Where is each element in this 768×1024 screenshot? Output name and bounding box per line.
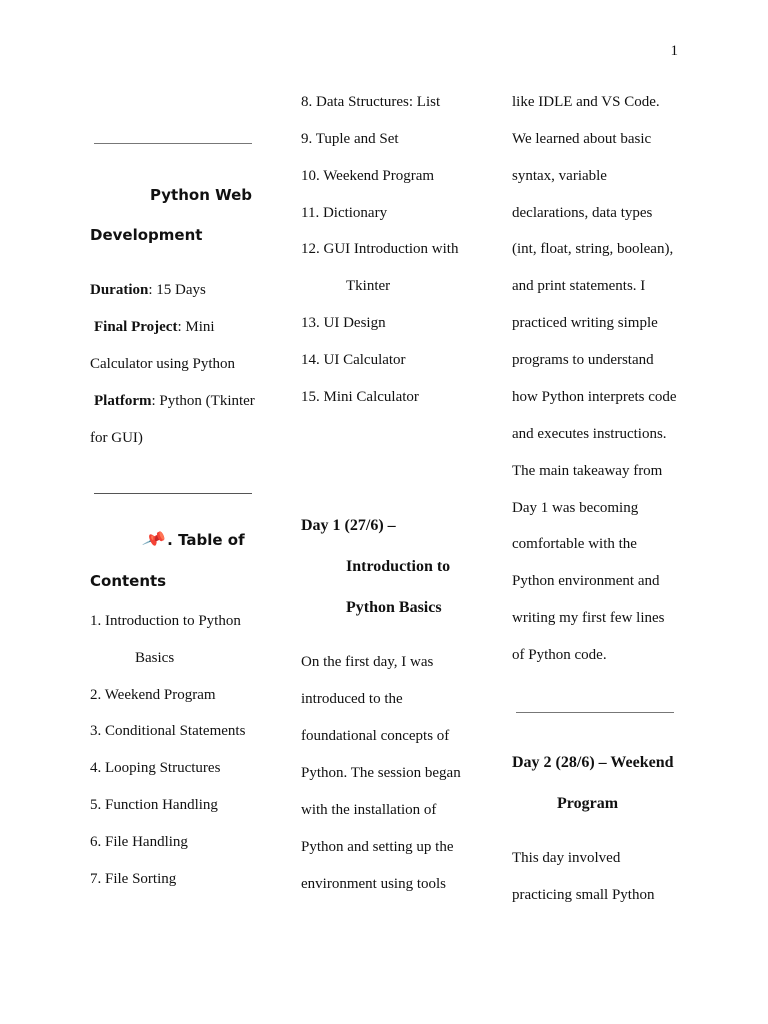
day1-heading-line-2: Introduction to [346, 558, 451, 575]
final-project-label: Final Project [94, 319, 178, 335]
day1-body-line: Day 1 was becoming [512, 500, 639, 516]
toc-item: 2. Weekend Program [90, 687, 216, 703]
toc-item: 15. Mini Calculator [301, 389, 419, 405]
final-project-value: : Mini [177, 319, 215, 335]
day1-heading-line-3: Python Basics [346, 599, 442, 616]
duration-value: : 15 Days [148, 282, 206, 298]
platform-label: Platform [94, 393, 152, 409]
day1-body-line: introduced to the [301, 691, 403, 707]
day1-body-line: of Python code. [512, 647, 607, 663]
toc-item: 14. UI Calculator [301, 352, 406, 368]
day1-body-line: and executes instructions. [512, 426, 667, 442]
toc-heading-line-2: Contents [90, 572, 167, 590]
toc-heading-text: . Table of [167, 531, 245, 549]
toc-item: 11. Dictionary [301, 205, 388, 221]
toc-item: 5. Function Handling [90, 797, 218, 813]
toc-item: 8. Data Structures: List [301, 94, 441, 110]
final-project-line [94, 317, 215, 337]
day1-body-line: We learned about basic [512, 131, 652, 147]
duration-label: Duration [90, 282, 149, 298]
toc-item: Tkinter [346, 278, 391, 294]
day1-body-line: Python environment and [512, 573, 660, 589]
doc-title-line-1: Python Web [150, 186, 253, 204]
toc-item: 1. Introduction to Python [90, 613, 241, 629]
toc-item: 9. Tuple and Set [301, 131, 399, 147]
toc-item: 10. Weekend Program [301, 168, 435, 184]
day1-body-line: and print statements. I [512, 278, 646, 294]
divider [94, 143, 252, 144]
toc-item: 4. Looping Structures [90, 760, 221, 776]
divider [94, 493, 252, 494]
day1-body-line: Python. The session began [301, 765, 461, 781]
toc-item: 6. File Handling [90, 834, 188, 850]
day1-body-line: writing my first few lines [512, 610, 665, 626]
pushpin-icon: 📌 [141, 526, 168, 554]
day1-body-line: with the installation of [301, 802, 437, 818]
toc-item: 3. Conditional Statements [90, 723, 246, 739]
day2-heading-line-2: Program [557, 795, 619, 812]
day1-body-line: how Python interprets code [512, 389, 677, 405]
toc-heading-line-1 [141, 526, 245, 554]
day1-body-line: declarations, data types [512, 205, 653, 221]
doc-title-line-2: Development [90, 226, 203, 244]
platform-value: : Python (Tkinter [151, 393, 255, 409]
day1-body-line: environment using tools [301, 876, 446, 892]
toc-item: Basics [135, 650, 175, 666]
duration-line [90, 280, 206, 300]
day1-body-line: like IDLE and VS Code. [512, 94, 660, 110]
page-number: 1 [670, 43, 678, 59]
day1-body-line: practiced writing simple [512, 315, 658, 331]
day1-body-line: Python and setting up the [301, 839, 454, 855]
toc-item: 12. GUI Introduction with [301, 241, 459, 257]
day1-body-line: The main takeaway from [512, 463, 663, 479]
day1-body-line: foundational concepts of [301, 728, 450, 744]
final-project-line-2: Calculator using Python [90, 356, 235, 372]
platform-line [94, 391, 255, 411]
day1-heading-line-1: Day 1 (27/6) – [301, 517, 396, 534]
day2-body-line: practicing small Python [512, 887, 655, 903]
day1-body-line: (int, float, string, boolean), [512, 241, 674, 257]
platform-line-2: for GUI) [90, 430, 143, 446]
day1-body-line: programs to understand [512, 352, 654, 368]
toc-item: 7. File Sorting [90, 871, 177, 887]
day2-body-line: This day involved [512, 850, 621, 866]
day1-body-line: On the first day, I was [301, 654, 434, 670]
divider [516, 712, 674, 713]
toc-item: 13. UI Design [301, 315, 386, 331]
day1-body-line: comfortable with the [512, 536, 637, 552]
day1-body-line: syntax, variable [512, 168, 607, 184]
day2-heading-line-1: Day 2 (28/6) – Weekend [512, 754, 674, 771]
